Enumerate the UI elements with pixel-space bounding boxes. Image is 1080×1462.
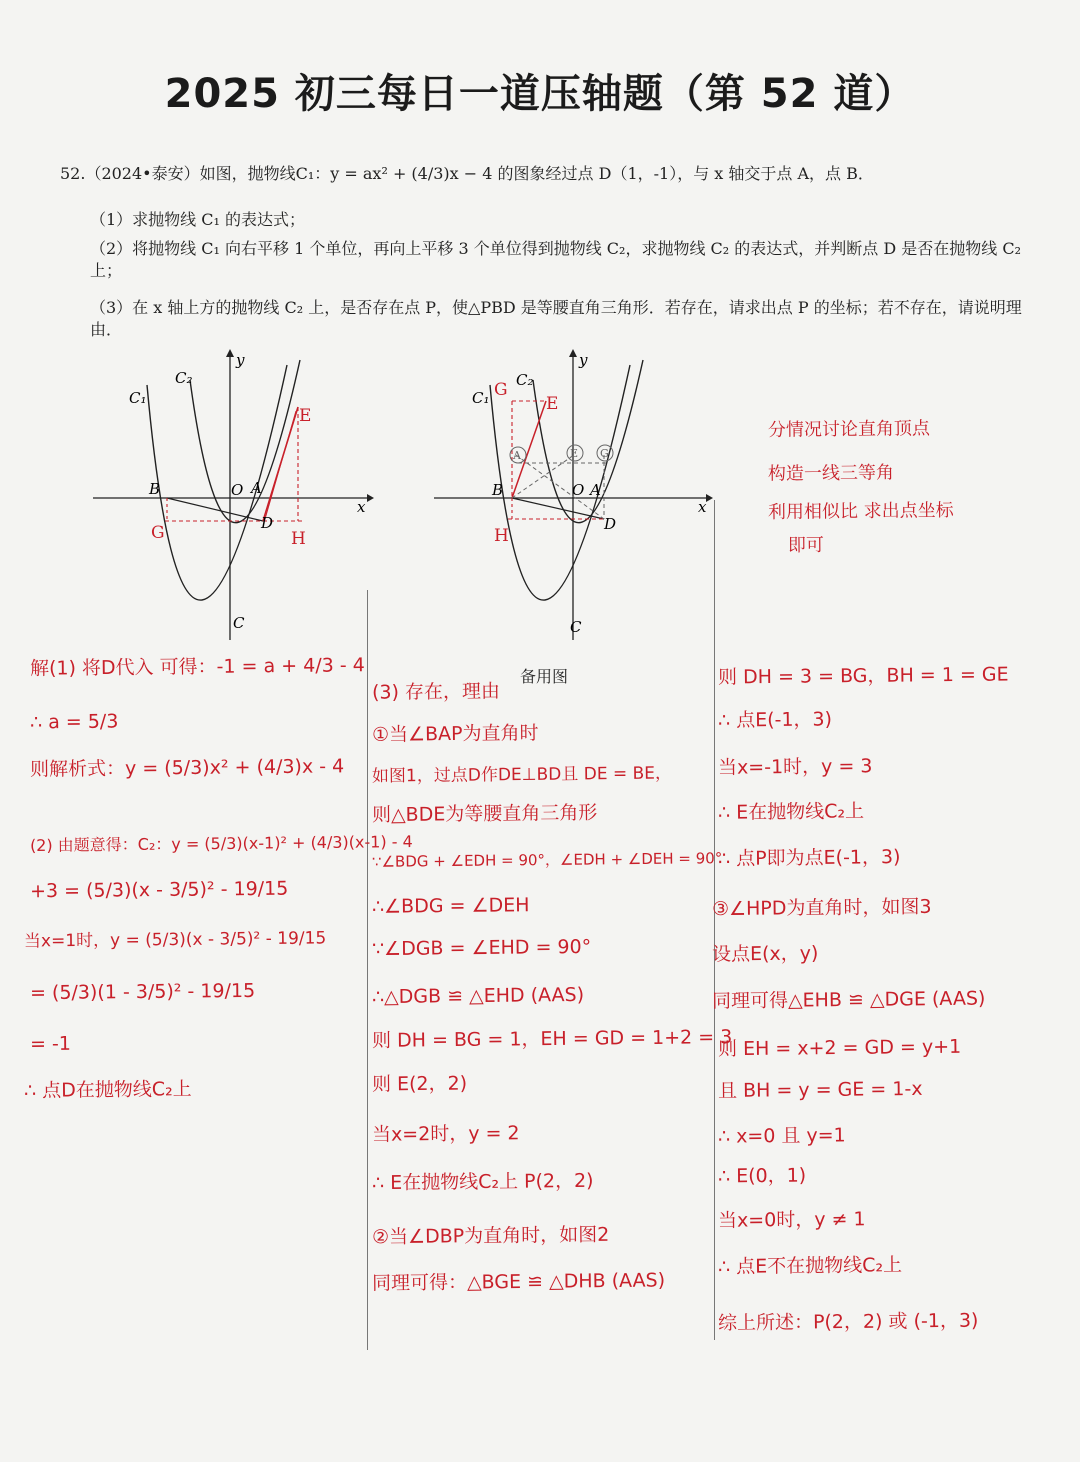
dashed-bx — [512, 455, 574, 498]
sol2-line-1: (3) 存在，理由 — [371, 680, 501, 704]
label-c: C — [570, 618, 582, 636]
sol2-line-9: 则 DH = BG = 1，EH = GD = 1+2 = 3 — [371, 1026, 733, 1052]
sol2-line-10: 则 E(2，2) — [371, 1072, 468, 1096]
sol2-line-2: ①当∠BAP为直角时 — [371, 722, 539, 746]
note-line-2: 构造一线三等角 — [767, 462, 895, 485]
label-b: B — [492, 481, 504, 499]
label-o: O — [572, 481, 585, 499]
sol3-line-2: ∴ 点E(-1，3) — [717, 708, 833, 732]
sol3-line-10: 且 BH = y = GE = 1-x — [717, 1077, 923, 1103]
sol3-line-15: 综上所述：P(2，2) 或 (-1，3) — [717, 1309, 979, 1335]
circle-a-label: A — [513, 449, 521, 462]
label-c2: C₂ — [175, 369, 193, 387]
sol3-line-1: 则 DH = 3 = BG，BH = 1 = GE — [717, 663, 1009, 689]
label-o: O — [231, 481, 244, 499]
sol3-line-14: ∴ 点E不在抛物线C₂上 — [717, 1254, 903, 1278]
sol1-line-3: 则解析式：y = (5/3)x² + (4/3)x - 4 — [29, 755, 345, 781]
sol1-line-9: ∴ 点D在抛物线C₂上 — [23, 1078, 192, 1102]
label-e: E — [546, 394, 559, 414]
sol1-line-7: = (5/3)(1 - 3/5)² - 19/15 — [29, 979, 256, 1005]
label-x: x — [698, 498, 707, 516]
y-axis-arrow — [569, 349, 577, 357]
sol3-line-3: 当x=-1时，y = 3 — [717, 755, 873, 779]
sol3-line-4: ∴ E在抛物线C₂上 — [717, 800, 865, 824]
label-c: C — [233, 614, 245, 632]
sol2-line-12: ∴ E在抛物线C₂上 P(2，2) — [371, 1169, 594, 1195]
circle-g-label: G — [600, 447, 609, 460]
label-h: H — [291, 529, 306, 549]
label-x: x — [357, 498, 366, 516]
label-g: G — [494, 380, 508, 400]
sol2-line-6: ∴∠BDG = ∠DEH — [371, 894, 530, 918]
sol1-line-5: +3 = (5/3)(x - 3/5)² - 19/15 — [29, 877, 289, 903]
label-d: D — [261, 514, 274, 532]
segment-de-2 — [265, 411, 296, 519]
sol3-line-13: 当x=0时，y ≠ 1 — [717, 1208, 866, 1232]
note-line-4: 即可 — [787, 534, 825, 557]
label-c1: C₁ — [129, 389, 147, 407]
figure-2 — [428, 345, 720, 645]
sol3-line-5: ∴ 点P即为点E(-1，3) — [717, 846, 901, 870]
sol2-line-5: ∵∠BDG + ∠EDH = 90°，∠EDH + ∠DEH = 90° — [371, 849, 723, 871]
figure-2-caption: 备用图 — [520, 667, 569, 686]
label-a: A — [251, 479, 262, 497]
label-g: G — [151, 523, 165, 543]
sol3-line-8: 同理可得△EHB ≌ △DGE (AAS) — [711, 987, 986, 1013]
sol3-line-12: ∴ E(0，1) — [717, 1164, 807, 1188]
sol2-line-13: ②当∠DBP为直角时，如图2 — [371, 1223, 610, 1249]
circle-e-label: E — [570, 447, 579, 460]
sol3-line-7: 设点E(x，y) — [711, 942, 819, 966]
sol1-line-8: = -1 — [29, 1032, 72, 1056]
label-h: H — [494, 526, 509, 546]
sol1-line-6: 当x=1时，y = (5/3)(x - 3/5)² - 19/15 — [23, 928, 327, 952]
sol1-line-4: (2) 由题意得：C₂：y = (5/3)(x-1)² + (4/3)(x-1) - 4 — [29, 831, 413, 856]
sol2-line-11: 当x=2时，y = 2 — [371, 1122, 520, 1146]
sol2-line-8: ∴△DGB ≌ △EHD (AAS) — [371, 983, 585, 1009]
sol2-line-7: ∵∠DGB = ∠EHD = 90° — [371, 935, 592, 961]
note-line-1: 分情况讨论直角顶点 — [767, 418, 931, 441]
label-c1: C₁ — [472, 389, 490, 407]
column-divider-1 — [367, 590, 368, 1350]
label-d: D — [604, 515, 617, 533]
question-stem: 52.（2024•泰安）如图，抛物线C₁：y = ax² + (4/3)x − 4 的图象经过点 D（1，-1），与 x 轴交于点 A，点 B． — [60, 164, 874, 183]
sol2-line-4: 则△BDE为等腰直角三角形 — [371, 801, 598, 827]
question-part-2: （2）将抛物线 C₁ 向右平移 1 个单位，再向上平移 3 个单位得到抛物线 C₂，求抛物线 C₂ 的表达式，并判断点 D 是否在抛物线 C₂ 上； — [90, 239, 1022, 280]
sol3-line-9: 则 EH = x+2 = GD = y+1 — [717, 1035, 962, 1061]
label-e: E — [299, 406, 312, 426]
note-line-3: 利用相似比 求出点坐标 — [767, 500, 954, 523]
label-y: y — [236, 351, 245, 369]
sol3-line-11: ∴ x=0 且 y=1 — [717, 1124, 846, 1148]
sol2-line-3: 如图1，过点D作DE⊥BD且 DE = BE， — [371, 763, 673, 787]
question-part-3: （3）在 x 轴上方的抛物线 C₂ 上，是否存在点 P，使△PBD 是等腰直角三角形．若存在，请求出点 P 的坐标；若不存在，请说明理由． — [90, 298, 1022, 339]
label-y: y — [579, 351, 588, 369]
question-part-1: （1）求抛物线 C₁ 的表达式； — [90, 210, 306, 229]
page-title: 2025 初三每日一道压轴题（第 52 道） — [164, 71, 916, 117]
sol2-line-14: 同理可得：△BGE ≌ △DHB (AAS) — [371, 1269, 666, 1295]
x-axis-arrow — [706, 494, 713, 502]
sol1-line-2: ∴ a = 5/3 — [29, 710, 119, 734]
figure-1 — [85, 345, 375, 645]
y-axis-arrow — [226, 349, 234, 357]
label-a: A — [590, 481, 601, 499]
x-axis-arrow — [367, 494, 374, 502]
label-c2: C₂ — [516, 371, 534, 389]
label-b: B — [149, 480, 161, 498]
sol3-line-6: ③∠HPD为直角时，如图3 — [711, 895, 932, 921]
segment-bd — [167, 498, 263, 521]
sol1-line-1: 解(1) 将D代入 可得：-1 = a + 4/3 - 4 — [29, 654, 365, 680]
